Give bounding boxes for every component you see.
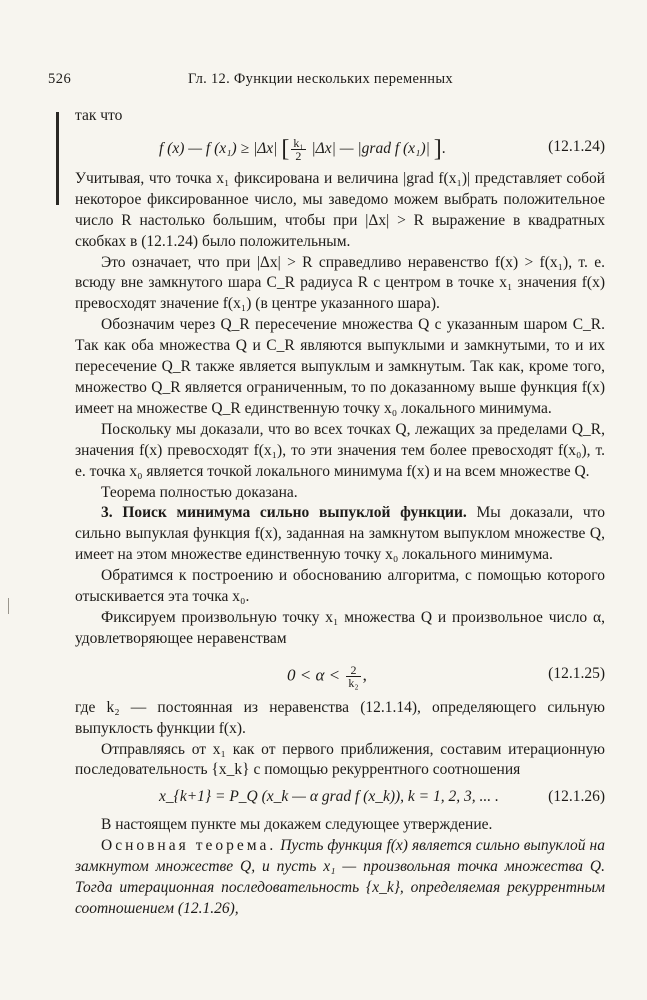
paragraph: Теорема полностью доказана. xyxy=(101,483,298,501)
equation-12-1-26 xyxy=(75,781,605,815)
equation-body: f (x) — f (x₁) ≥ |Δx| [ $\frac{\text{k₁}}{2}$ |Δx| — |grad f (x₁)| ]. xyxy=(159,135,446,163)
paragraph: Обозначим через Q_R пересечение множества Q с указанным шаром C_R. Так как оба множества Q и C_R являются выпуклыми и замкнутыми, то и их пересечение Q_R также является выпуклым и замкнутым. Так как, кроме того, множество Q_R является ограниченным, то по доказанному выше функция f(x) имеет на множестве Q_R единственную точку x₀ локального минимума. xyxy=(75,316,605,417)
fraction-denominator: 2 xyxy=(295,148,302,163)
section-heading: 3. Поиск минимума сильно выпуклой функции. xyxy=(101,504,467,522)
theorem-title: Основная теорема. xyxy=(101,837,277,855)
paragraph: В настоящем пункте мы докажем следующее утверждение. xyxy=(101,816,493,834)
bracket-open: [ xyxy=(281,135,290,162)
margin-change-bar xyxy=(56,112,59,205)
running-title: Гл. 12. Функции нескольких переменных xyxy=(188,71,453,87)
equation-number: (12.1.24) xyxy=(548,137,605,155)
equation-part: , xyxy=(362,665,367,685)
fraction-numerator: 2 xyxy=(346,664,360,677)
bracket-close: ] xyxy=(433,135,442,162)
paragraph-text: Мы доказали, что сильно выпуклая функция f(x), заданная на замкнутом выпуклом множестве Q, имеет на этом множестве единственную точку x₀ локального минимума. xyxy=(75,504,605,564)
paragraph: Фиксируем произвольную точку x₁ множества Q и произвольное число α, удовлетворяющее неравенствам xyxy=(75,608,605,647)
page-body xyxy=(75,106,605,920)
fraction-numerator: k₁ xyxy=(293,135,304,150)
paragraph: Это означает, что при |Δx| > R справедливо неравенство f(x) > f(x₁), т. е. всюду вне замкнутого шара C_R радиуса R с центром в точке x₁ значения f(x) превосходят значение f(x₁) (в центре указанного шара). xyxy=(75,253,605,313)
fraction xyxy=(346,664,360,689)
equation-part: |Δx| — |grad f (x₁)| xyxy=(307,139,434,157)
theorem-paragraph xyxy=(75,836,605,920)
text-line: так что xyxy=(75,107,123,124)
equation-12-1-24 xyxy=(75,127,605,169)
paragraph: Учитывая, что точка x₁ фиксирована и величина |grad f(x₁)| представляет собой некоторое фиксированное число, мы заведомо можем выбрать положительное число R настолько большим, чтобы при |Δx| > R выражение в квадратных скобках в (12.1.24) было положительным. xyxy=(75,169,605,250)
equation-12-1-25 xyxy=(75,650,605,698)
paragraph: где k₂ — постоянная из неравенства (12.1.14), определяющего сильную выпуклость функции f(x). xyxy=(75,698,605,737)
equation-part: f (x) — f (x₁) ≥ |Δx| xyxy=(159,139,282,157)
equation-number: (12.1.25) xyxy=(548,664,605,682)
running-header xyxy=(40,71,610,93)
paragraph: Поскольку мы доказали, что во всех точках Q, лежащих за пределами Q_R, значения f(x) превосходят f(x₁), то эти значения тем более превосходят f(x₀), т. е. точка x₀ является точкой локального минимума f(x) и на всем множестве Q. xyxy=(75,420,605,480)
margin-mark xyxy=(8,598,9,614)
paragraph: Отправляясь от x₁ как от первого приближения, составим итерационную последовательность {x_k} с помощью рекуррентного соотношения xyxy=(75,740,605,779)
equation-part: 0 < α < xyxy=(287,665,345,685)
page-number: 526 xyxy=(48,71,72,87)
paragraph xyxy=(75,503,605,566)
paragraph: Обратимся к построению и обоснованию алгоритма, с помощью которого отыскивается эта точка x₀. xyxy=(75,567,605,606)
equation-body xyxy=(287,664,367,689)
equation-body: x_{k+1} = P_Q (x_k — α grad f (x_k)), k = 1, 2, 3, ... . xyxy=(159,788,499,806)
equation-number: (12.1.26) xyxy=(548,788,605,806)
fraction xyxy=(291,137,305,162)
fraction-denominator: k₂ xyxy=(348,675,359,690)
theorem-statement: Пусть функция f(x) является сильно выпуклой на замкнутом множестве Q, и пусть x₁ — произвольная точка множества Q. Тогда итерационная последовательность {x_k}, определяемая рекуррентным соотношением (12.1.26), xyxy=(75,837,605,917)
